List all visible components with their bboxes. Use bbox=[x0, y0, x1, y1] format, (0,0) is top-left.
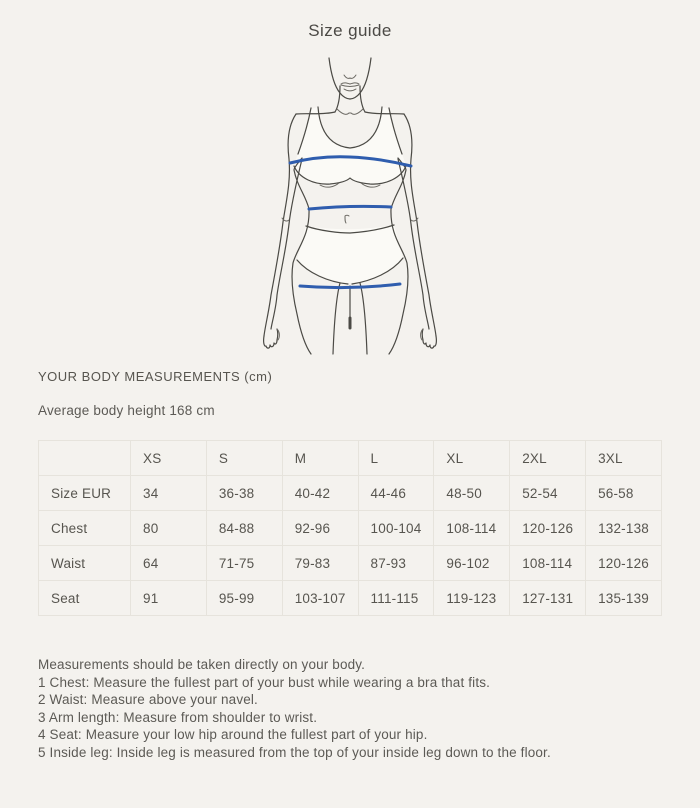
size-table-cell: 34 bbox=[131, 476, 207, 511]
size-table-row-label: Size EUR bbox=[39, 476, 131, 511]
briefs-shape bbox=[297, 225, 403, 283]
size-table-cell: 64 bbox=[131, 546, 207, 581]
size-table-cell: 111-115 bbox=[358, 581, 434, 616]
size-table-cell: 52-54 bbox=[510, 476, 586, 511]
size-table-cell: 132-138 bbox=[586, 511, 662, 546]
size-table-cell: 84-88 bbox=[206, 511, 282, 546]
size-table-cell: 44-46 bbox=[358, 476, 434, 511]
size-table-cell: 80 bbox=[131, 511, 207, 546]
size-table-header-cell: 3XL bbox=[586, 441, 662, 476]
size-table-cell: 92-96 bbox=[282, 511, 358, 546]
size-table-cell: 48-50 bbox=[434, 476, 510, 511]
body-figure-container bbox=[0, 56, 700, 356]
instruction-line: 2 Waist: Measure above your navel. bbox=[38, 692, 258, 708]
size-table-header-cell: S bbox=[206, 441, 282, 476]
size-table-header-cell: XS bbox=[131, 441, 207, 476]
size-table-cell: 79-83 bbox=[282, 546, 358, 581]
instruction-line: 3 Arm length: Measure from shoulder to wrist. bbox=[38, 709, 318, 725]
size-table-cell: 36-38 bbox=[206, 476, 282, 511]
size-table-cell: 95-99 bbox=[206, 581, 282, 616]
size-table-header-cell: 2XL bbox=[510, 441, 586, 476]
average-height-note: Average body height 168 cm bbox=[38, 403, 215, 418]
size-table-row bbox=[39, 476, 662, 511]
size-table-cell: 127-131 bbox=[510, 581, 586, 616]
size-table-cell: 120-126 bbox=[586, 546, 662, 581]
measurements-heading: YOUR BODY MEASUREMENTS (cm) bbox=[38, 369, 273, 384]
size-table-row bbox=[39, 581, 662, 616]
size-table-row-label: Seat bbox=[39, 581, 131, 616]
size-table-row-label: Chest bbox=[39, 511, 131, 546]
bra-shape bbox=[294, 107, 406, 184]
size-table-corner-cell bbox=[39, 441, 131, 476]
size-table bbox=[38, 440, 662, 616]
size-table-cell: 91 bbox=[131, 581, 207, 616]
size-table-row bbox=[39, 546, 662, 581]
size-table-header-row bbox=[39, 441, 662, 476]
size-table-cell: 119-123 bbox=[434, 581, 510, 616]
size-table-row bbox=[39, 511, 662, 546]
size-guide-content bbox=[38, 369, 662, 762]
size-table-cell: 120-126 bbox=[510, 511, 586, 546]
size-table-cell: 56-58 bbox=[586, 476, 662, 511]
size-table-cell: 96-102 bbox=[434, 546, 510, 581]
body-measurement-illustration bbox=[255, 56, 445, 356]
waist-measure-line bbox=[309, 206, 391, 209]
size-table-row-label: Waist bbox=[39, 546, 131, 581]
instruction-line: 5 Inside leg: Inside leg is measured from the top of your inside leg down to the floor. bbox=[38, 744, 551, 760]
size-table-cell: 108-114 bbox=[510, 546, 586, 581]
size-table-header-cell: L bbox=[358, 441, 434, 476]
page-title: Size guide bbox=[308, 21, 392, 40]
size-table-cell: 87-93 bbox=[358, 546, 434, 581]
instruction-line: 1 Chest: Measure the fullest part of your bust while wearing a bra that fits. bbox=[38, 674, 491, 690]
size-table-header-cell: M bbox=[282, 441, 358, 476]
size-table-cell: 103-107 bbox=[282, 581, 358, 616]
size-table-header-cell: XL bbox=[434, 441, 510, 476]
measurement-instructions bbox=[38, 656, 662, 762]
size-table-cell: 108-114 bbox=[434, 511, 510, 546]
size-table-cell: 40-42 bbox=[282, 476, 358, 511]
size-table-cell: 71-75 bbox=[206, 546, 282, 581]
instruction-line: Measurements should be taken directly on your body. bbox=[38, 657, 366, 672]
size-table-cell: 100-104 bbox=[358, 511, 434, 546]
instruction-line: 4 Seat: Measure your low hip around the fullest part of your hip. bbox=[38, 727, 428, 743]
size-table-cell: 135-139 bbox=[586, 581, 662, 616]
